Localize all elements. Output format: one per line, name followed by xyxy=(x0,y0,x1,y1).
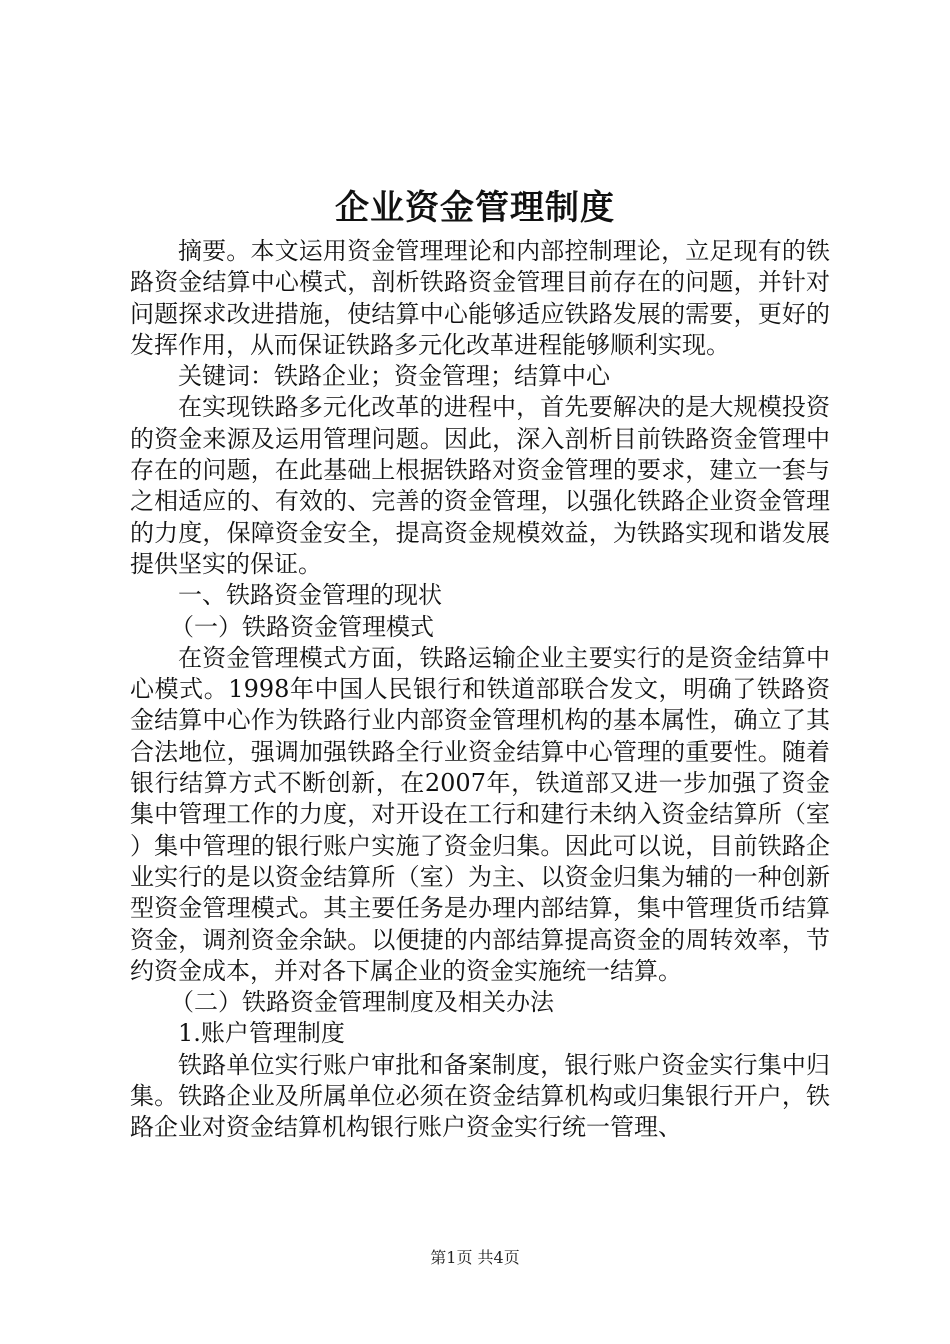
abstract-paragraph: 摘要。本文运用资金管理理论和内部控制理论，立足现有的铁路资金结算中心模式，剖析铁路资金管理目前存在的问题，并针对问题探求改进措施，使结算中心能够适应铁路发展的需要，更好的发挥作用，从而保证铁路多元化改革进程能够顺利实现。 xyxy=(130,237,830,359)
document-body xyxy=(130,236,830,1144)
body-paragraph-accounts: 铁路单位实行账户审批和备案制度，银行账户资金实行集中归集。铁路企业及所属单位必须在资金结算机构或归集银行开户，铁路企业对资金结算机构银行账户资金实行统一管理、 xyxy=(130,1050,830,1142)
page-footer: 第1页 共4页 xyxy=(430,1248,520,1267)
section-heading-1: 一、铁路资金管理的现状 xyxy=(178,581,442,610)
body-paragraph-model: 在资金管理模式方面，铁路运输企业主要实行的是资金结算中心模式。1998年中国人民银行和铁道部联合发文，明确了铁路资金结算中心作为铁路行业内部资金管理机构的基本属性，确立了其合法地位，强调加强铁路全行业资金结算中心管理的重要性。随着银行结算方式不断创新，在2007年，铁道部又进一步加强了资金集中管理工作的力度，对开设在工行和建行未纳入资金结算所（室）集中管理的银行账户实施了资金归集。因此可以说，目前铁路企业实行的是以资金结算所（室）为主、以资金归集为辅的一种创新型资金管理模式。其主要任务是办理内部结算，集中管理货币结算资金，调剂资金余缺。以便捷的内部结算提高资金的周转效率，节约资金成本，并对各下属企业的资金实施统一结算。 xyxy=(130,643,830,985)
item-heading-1: 1.账户管理制度 xyxy=(178,1019,345,1048)
document-title: 企业资金管理制度 xyxy=(335,188,615,228)
subsection-heading-1: （一）铁路资金管理模式 xyxy=(170,612,434,641)
intro-paragraph: 在实现铁路多元化改革的进程中，首先要解决的是大规模投资的资金来源及运用管理问题。因此，深入剖析目前铁路资金管理中存在的问题，在此基础上根据铁路对资金管理的要求，建立一套与之相适应的、有效的、完善的资金管理，以强化铁路企业资金管理的力度，保障资金安全，提高资金规模效益，为铁路实现和谐发展提供坚实的保证。 xyxy=(130,393,830,578)
keywords-line: 关键词：铁路企业；资金管理；结算中心 xyxy=(178,362,610,391)
subsection-heading-2: （二）铁路资金管理制度及相关办法 xyxy=(170,988,554,1017)
